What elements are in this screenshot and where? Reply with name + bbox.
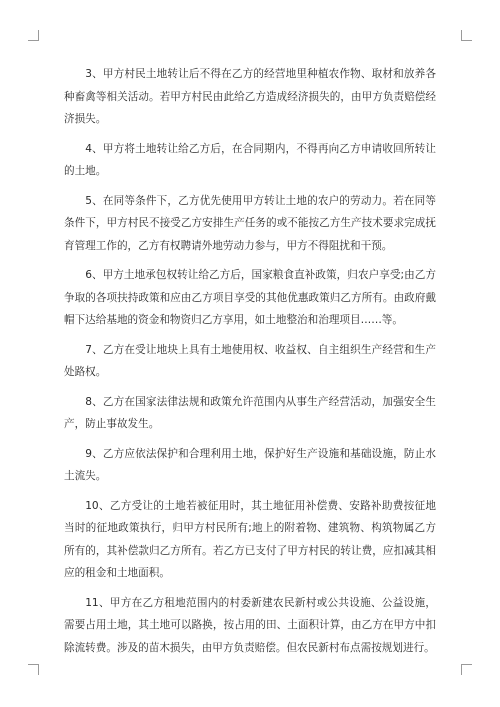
- clause-6: 6、甲方土地承包权转让给乙方后，国家粮食直补政策，归农户享受;由乙方争取的各项扶持政策和应由乙方项目享受的其他优惠政策归乙方所有。由政府戴帽下达给基地的资金和物资归乙方享用，如土地整治和治理项目……等。: [64, 269, 436, 326]
- crop-mark-bottom-left: [28, 664, 39, 675]
- clause-7: 7、乙方在受让地块上具有土地使用权、收益权、自主组织生产经营和生产处路权。: [64, 343, 436, 378]
- document-body: [64, 63, 436, 666]
- clause-5: 5、在同等条件下，乙方优先使用甲方转让土地的农户的劳动力。若在同等条件下，甲方村民不接受乙方安排生产任务的或不能按乙方生产技术要求完成抚育管理工作的，乙方有权聘请外地劳动力参与，甲方不得阻扰和干预。: [64, 194, 436, 252]
- crop-mark-top-right: [461, 30, 472, 41]
- clause-4: 4、甲方将土地转让给乙方后，在合同期内，不得再向乙方申请收回所转让的土地。: [64, 142, 436, 177]
- clause-8: 8、乙方在国家法律法规和政策允许范围内从事生产经营活动，加强安全生产，防止事故发生。: [64, 395, 436, 430]
- clause-11: 11、甲方在乙方租地范围内的村委新建农民新村或公共设施、公益设施，需要占用土地，其土地可以路换，按占用的田、土面积计算，由乙方在甲方中扣除流转费。涉及的苗木损失，由甲方负责赔偿。但农民新村布点需按规划进行。: [64, 596, 436, 654]
- clause-9: 9、乙方应依法保护和合理利用土地，保护好生产设施和基础设施，防止水土流失。: [64, 447, 436, 482]
- clause-3: 3、甲方村民土地转让后不得在乙方的经营地里种植农作物、取材和放养各种畜禽等相关活动。若甲方村民由此给乙方造成经济损失的，由甲方负责赔偿经济损失。: [64, 68, 436, 125]
- crop-mark-top-left: [28, 30, 39, 41]
- crop-mark-bottom-right: [461, 664, 472, 675]
- clause-10: 10、乙方受让的土地若被征用时，其土地征用补偿费、安路补助费按征地当时的征地政策执行，归甲方村民所有;地上的附着物、建筑物、构筑物属乙方所有的，其补偿款归乙方所有。若乙方已支付了甲方村民的转让费，应扣减其相应的租金和土地面积。: [64, 499, 436, 579]
